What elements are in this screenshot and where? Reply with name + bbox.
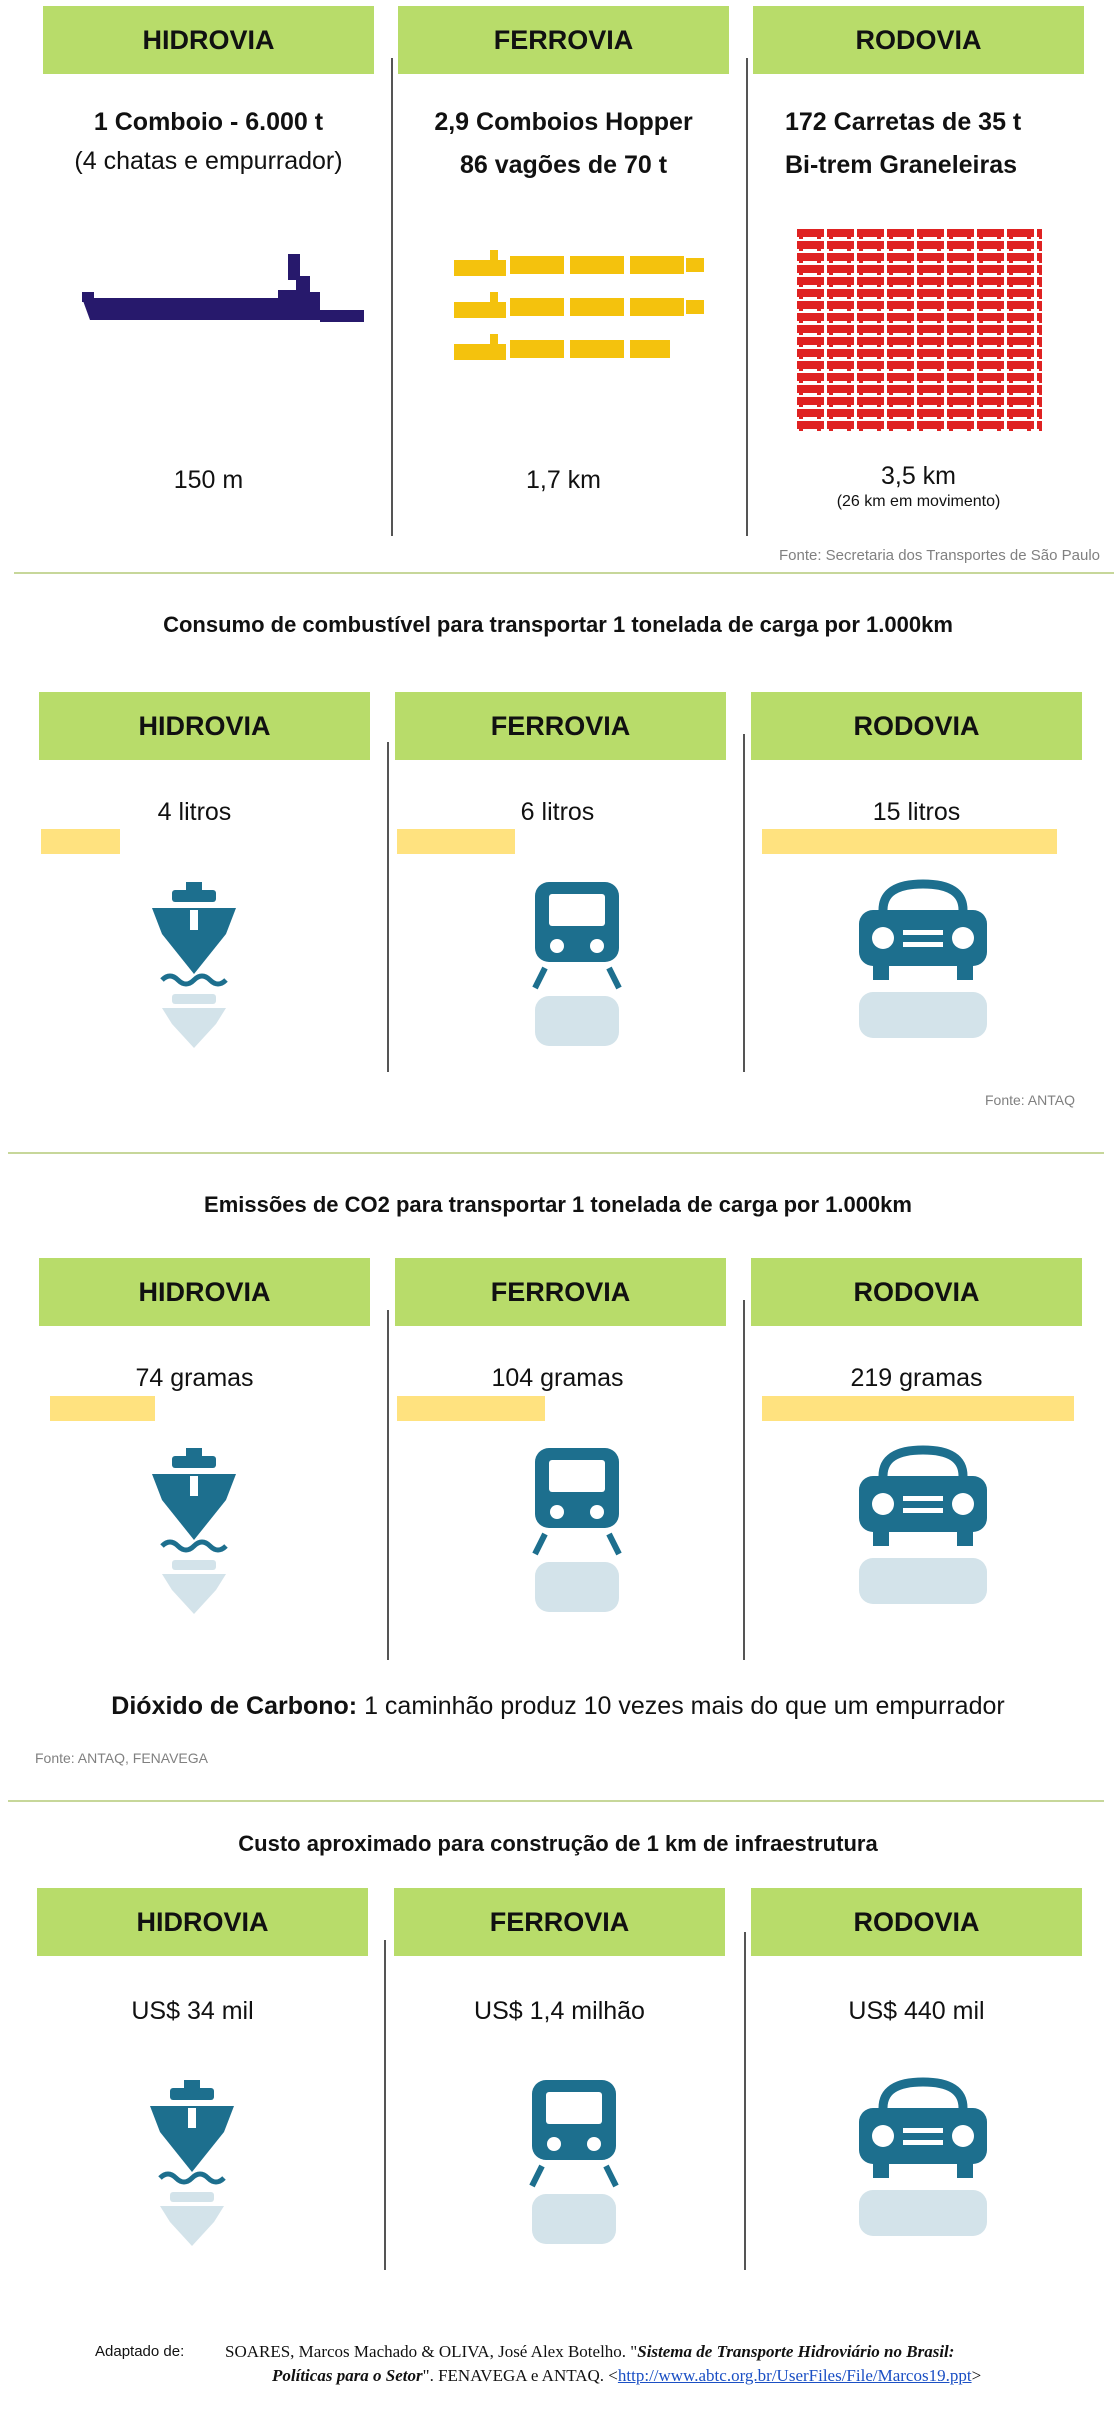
ship-icon (148, 1442, 240, 1622)
ship-icon (148, 876, 240, 1056)
co2-note (0, 1692, 1116, 1721)
header-ferrovia: FERROVIA (394, 1888, 725, 1956)
capacity-rodovia-line2: Bi-trem Graneleiras (785, 151, 1018, 179)
cost-hidrovia: US$ 34 mil (131, 1997, 254, 2025)
source-fuel: Fonte: ANTAQ (985, 1092, 1075, 1108)
capacity-ferrovia-length: 1,7 km (525, 466, 602, 494)
hopper-trains-icon (452, 242, 712, 372)
co2-rodovia-label: 219 gramas (850, 1364, 983, 1392)
co2-rodovia-bar (762, 1396, 1074, 1421)
section-divider (8, 1800, 1104, 1802)
reference-close: > (971, 2366, 982, 2385)
divider (391, 58, 393, 536)
cost-ferrovia: US$ 1,4 milhão (474, 1997, 645, 2025)
fuel-ferrovia-label: 6 litros (520, 798, 595, 826)
header-ferrovia: FERROVIA (395, 1258, 726, 1326)
car-icon (853, 1442, 993, 1617)
section-divider (8, 1152, 1104, 1154)
divider (743, 734, 745, 1072)
header-hidrovia: HIDROVIA (39, 692, 370, 760)
source-co2: Fonte: ANTAQ, FENAVEGA (35, 1750, 208, 1766)
capacity-hidrovia-line1: 1 Comboio - 6.000 t (93, 108, 324, 136)
header-rodovia: RODOVIA (751, 1258, 1082, 1326)
car-icon (853, 876, 993, 1051)
divider (387, 742, 389, 1072)
co2-note-text: 1 caminhão produz 10 vezes mais do que um empurrador (357, 1692, 1005, 1720)
source-capacity: Fonte: Secretaria dos Transportes de São Paulo (778, 547, 1100, 564)
reference-line2 (272, 2366, 1112, 2386)
capacity-rodovia-length: 3,5 km (880, 462, 957, 490)
header-rodovia: RODOVIA (751, 1888, 1082, 1956)
capacity-hidrovia-length: 150 m (173, 466, 244, 494)
header-ferrovia: FERROVIA (395, 692, 726, 760)
fuel-rodovia-label: 15 litros (872, 798, 961, 826)
cost-rodovia: US$ 440 mil (848, 1997, 985, 2025)
barge-convoy-icon (78, 250, 368, 325)
co2-ferrovia-label: 104 gramas (491, 1364, 624, 1392)
reference-after-title: ". FENAVEGA e ANTAQ. < (422, 2366, 618, 2385)
capacity-ferrovia-line1: 2,9 Comboios Hopper (434, 108, 693, 136)
divider (387, 1310, 389, 1660)
reference-title-line2: Políticas para o Setor (272, 2366, 423, 2385)
header-hidrovia: HIDROVIA (37, 1888, 368, 1956)
capacity-rodovia-note: (26 km em movimento) (836, 493, 1001, 510)
car-icon (853, 2074, 993, 2249)
co2-note-bold: Dióxido de Carbono: (111, 1692, 358, 1720)
divider (746, 58, 748, 536)
fuel-title: Consumo de combustível para transportar 1 tonelada de carga por 1.000km (163, 612, 953, 637)
co2-hidrovia-label: 74 gramas (135, 1364, 254, 1392)
fuel-ferrovia-bar (397, 829, 515, 854)
capacity-hidrovia-line2: (4 chatas e empurrador) (74, 147, 343, 175)
co2-ferrovia-bar (397, 1396, 545, 1421)
reference-line1 (225, 2342, 1105, 2362)
capacity-ferrovia-line2: 86 vagões de 70 t (459, 151, 668, 179)
co2-hidrovia-bar (50, 1396, 155, 1421)
reference-title-line1: Sistema de Transporte Hidroviário no Brasil: (637, 2342, 955, 2361)
reference-link[interactable]: http://www.abtc.org.br/UserFiles/File/Marcos19.ppt (617, 2366, 972, 2385)
co2-title: Emissões de CO2 para transportar 1 tonelada de carga por 1.000km (204, 1192, 912, 1217)
header-rodovia: RODOVIA (753, 6, 1084, 74)
fuel-hidrovia-bar (41, 829, 120, 854)
reference-authors: SOARES, Marcos Machado & OLIVA, José Alex Botelho. " (225, 2342, 638, 2361)
train-icon (527, 1442, 627, 1617)
ship-icon (146, 2074, 238, 2254)
section-divider (14, 572, 1114, 574)
header-rodovia: RODOVIA (751, 692, 1082, 760)
divider (743, 1300, 745, 1660)
cost-title: Custo aproximado para construção de 1 km de infraestrutura (238, 1831, 878, 1856)
header-ferrovia: FERROVIA (398, 6, 729, 74)
train-icon (527, 876, 627, 1051)
divider (384, 1940, 386, 2270)
reference-label: Adaptado de: (95, 2343, 185, 2360)
header-hidrovia: HIDROVIA (39, 1258, 370, 1326)
fuel-hidrovia-label: 4 litros (157, 798, 232, 826)
capacity-rodovia-line1: 172 Carretas de 35 t (785, 108, 1022, 136)
header-hidrovia: HIDROVIA (43, 6, 374, 74)
fuel-rodovia-bar (762, 829, 1057, 854)
train-icon (524, 2074, 624, 2249)
divider (744, 1932, 746, 2270)
truck-fleet-icon (797, 228, 1042, 433)
